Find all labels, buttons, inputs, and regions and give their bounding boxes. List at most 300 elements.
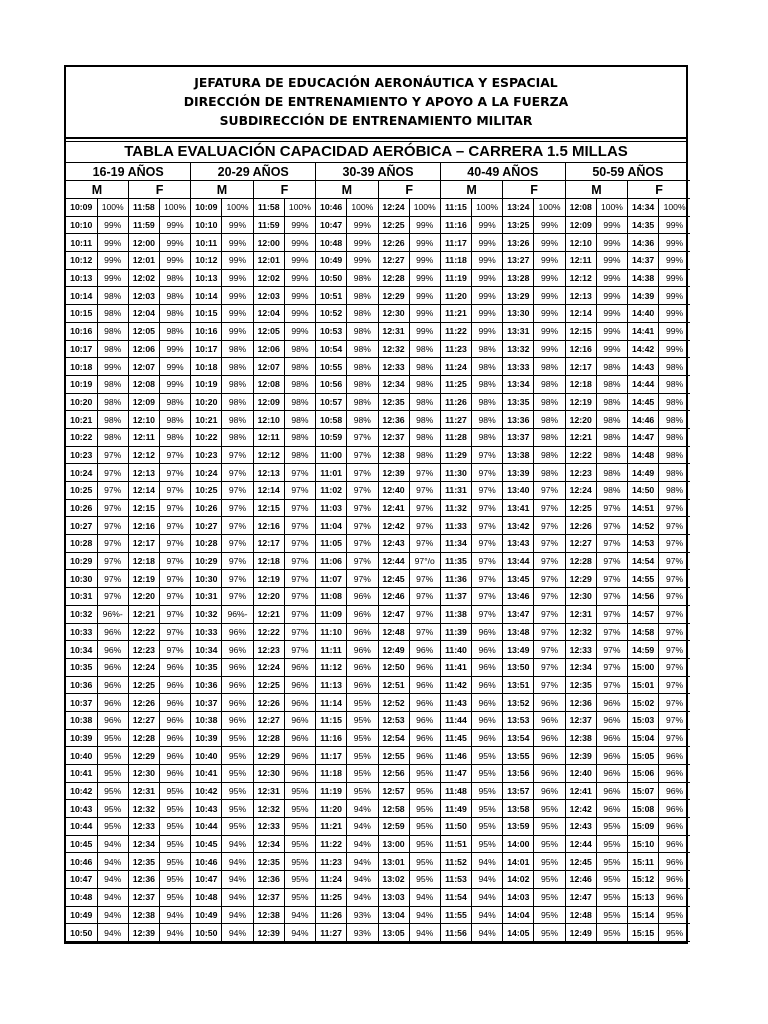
time-cell: 12:37 <box>253 888 284 906</box>
percent-cell: 94% <box>159 906 190 924</box>
time-cell: 10:14 <box>191 287 222 305</box>
percent-cell: 97% <box>159 588 190 606</box>
percent-cell: 94% <box>409 906 440 924</box>
percent-cell: 97% <box>97 499 128 517</box>
percent-cell: 96% <box>534 711 565 729</box>
percent-cell: 95% <box>222 747 253 765</box>
percent-cell: 96% <box>97 623 128 641</box>
percent-cell: 98% <box>222 358 253 376</box>
time-cell: 12:39 <box>565 747 596 765</box>
table-row <box>66 234 690 252</box>
time-cell: 10:32 <box>191 605 222 623</box>
percent-cell: 98% <box>596 428 627 446</box>
time-cell: 12:38 <box>565 729 596 747</box>
percent-cell: 96% <box>159 747 190 765</box>
percent-cell: 93% <box>347 924 378 942</box>
percent-cell: 99% <box>596 340 627 358</box>
time-cell: 11:13 <box>316 676 347 694</box>
time-cell: 11:16 <box>440 216 471 234</box>
time-cell: 13:44 <box>503 552 534 570</box>
time-cell: 10:20 <box>191 393 222 411</box>
time-cell: 10:29 <box>66 552 97 570</box>
percent-cell: 96%- <box>97 605 128 623</box>
sex-header-male: M <box>316 181 378 199</box>
percent-cell: 97% <box>409 464 440 482</box>
time-cell: 12:35 <box>565 676 596 694</box>
time-cell: 12:49 <box>378 641 409 659</box>
percent-cell: 98% <box>97 393 128 411</box>
percent-cell: 96% <box>347 641 378 659</box>
time-cell: 10:43 <box>191 800 222 818</box>
percent-cell: 100% <box>347 199 378 217</box>
time-cell: 12:13 <box>128 464 159 482</box>
time-cell: 12:30 <box>378 305 409 323</box>
percent-cell: 93% <box>347 906 378 924</box>
percent-cell: 98% <box>347 375 378 393</box>
percent-cell: 95% <box>222 729 253 747</box>
time-cell: 12:25 <box>565 499 596 517</box>
percent-cell: 99% <box>471 287 502 305</box>
time-cell: 11:03 <box>316 499 347 517</box>
percent-cell: 97% <box>471 517 502 535</box>
time-cell: 13:29 <box>503 287 534 305</box>
time-cell: 12:38 <box>378 446 409 464</box>
time-cell: 10:28 <box>191 535 222 553</box>
time-cell: 11:25 <box>440 375 471 393</box>
time-cell: 10:15 <box>66 305 97 323</box>
table-row <box>66 871 690 889</box>
percent-cell: 97% <box>159 570 190 588</box>
percent-cell: 99% <box>222 234 253 252</box>
percent-cell: 99% <box>471 305 502 323</box>
time-cell: 14:58 <box>628 623 659 641</box>
percent-cell: 99% <box>97 234 128 252</box>
time-cell: 14:42 <box>628 340 659 358</box>
percent-cell: 96% <box>409 729 440 747</box>
percent-cell: 98% <box>471 393 502 411</box>
percent-cell: 99% <box>409 216 440 234</box>
time-cell: 10:23 <box>66 446 97 464</box>
time-cell: 13:55 <box>503 747 534 765</box>
percent-cell: 96% <box>222 658 253 676</box>
percent-cell: 97% <box>596 605 627 623</box>
percent-cell: 94% <box>97 835 128 853</box>
time-cell: 12:26 <box>565 517 596 535</box>
time-cell: 12:39 <box>378 464 409 482</box>
time-cell: 10:39 <box>66 729 97 747</box>
time-cell: 11:18 <box>316 765 347 783</box>
time-cell: 10:22 <box>66 428 97 446</box>
percent-cell: 96% <box>347 658 378 676</box>
percent-cell: 99% <box>284 234 315 252</box>
time-cell: 10:18 <box>191 358 222 376</box>
time-cell: 14:50 <box>628 482 659 500</box>
time-cell: 10:18 <box>66 358 97 376</box>
percent-cell: 96% <box>596 800 627 818</box>
time-cell: 12:13 <box>253 464 284 482</box>
percent-cell: 97% <box>659 729 690 747</box>
time-cell: 12:30 <box>253 765 284 783</box>
percent-cell: 97% <box>659 641 690 659</box>
table-row <box>66 446 690 464</box>
percent-cell: 97% <box>284 482 315 500</box>
time-cell: 13:04 <box>378 906 409 924</box>
time-cell: 10:29 <box>191 552 222 570</box>
time-cell: 10:52 <box>316 305 347 323</box>
percent-cell: 98% <box>347 340 378 358</box>
percent-cell: 95% <box>347 711 378 729</box>
percent-cell: 99% <box>284 216 315 234</box>
percent-cell: 94% <box>222 835 253 853</box>
time-cell: 12:23 <box>565 464 596 482</box>
time-cell: 12:19 <box>253 570 284 588</box>
percent-cell: 95% <box>284 853 315 871</box>
percent-cell: 96% <box>471 694 502 712</box>
percent-cell: 97% <box>471 535 502 553</box>
time-cell: 10:34 <box>66 641 97 659</box>
percent-cell: 97% <box>596 535 627 553</box>
percent-cell: 99% <box>159 234 190 252</box>
time-cell: 12:32 <box>378 340 409 358</box>
results-table <box>66 163 690 942</box>
time-cell: 12:09 <box>565 216 596 234</box>
time-cell: 14:46 <box>628 411 659 429</box>
percent-cell: 94% <box>471 853 502 871</box>
percent-cell: 96% <box>409 676 440 694</box>
percent-cell: 99% <box>596 252 627 270</box>
percent-cell: 98% <box>347 322 378 340</box>
time-cell: 15:15 <box>628 924 659 942</box>
percent-cell: 96% <box>596 729 627 747</box>
time-cell: 12:25 <box>253 676 284 694</box>
percent-cell: 99% <box>347 234 378 252</box>
time-cell: 13:51 <box>503 676 534 694</box>
time-cell: 10:48 <box>316 234 347 252</box>
time-cell: 14:38 <box>628 269 659 287</box>
time-cell: 12:52 <box>378 694 409 712</box>
percent-cell: 94% <box>471 871 502 889</box>
percent-cell: 98% <box>222 393 253 411</box>
time-cell: 12:24 <box>253 658 284 676</box>
time-cell: 11:42 <box>440 676 471 694</box>
percent-cell: 99% <box>159 252 190 270</box>
percent-cell: 97% <box>222 552 253 570</box>
time-cell: 10:37 <box>66 694 97 712</box>
time-cell: 13:24 <box>503 199 534 217</box>
time-cell: 13:34 <box>503 375 534 393</box>
time-cell: 11:27 <box>440 411 471 429</box>
percent-cell: 99% <box>596 216 627 234</box>
percent-cell: 95% <box>284 818 315 836</box>
time-cell: 12:28 <box>378 269 409 287</box>
percent-cell: 95% <box>159 800 190 818</box>
time-cell: 12:08 <box>253 375 284 393</box>
time-cell: 12:35 <box>128 853 159 871</box>
percent-cell: 97% <box>596 570 627 588</box>
percent-cell: 98% <box>222 428 253 446</box>
percent-cell: 98% <box>409 358 440 376</box>
time-cell: 10:50 <box>191 924 222 942</box>
age-group-header: 40-49 AÑOS <box>440 163 565 181</box>
time-cell: 11:58 <box>253 199 284 217</box>
percent-cell: 98% <box>347 287 378 305</box>
percent-cell: 97% <box>347 428 378 446</box>
percent-cell: 97% <box>284 535 315 553</box>
percent-cell: 97% <box>471 588 502 606</box>
time-cell: 10:33 <box>191 623 222 641</box>
time-cell: 12:11 <box>253 428 284 446</box>
time-cell: 11:27 <box>316 924 347 942</box>
percent-cell: 95% <box>97 729 128 747</box>
percent-cell: 97% <box>409 570 440 588</box>
time-cell: 11:33 <box>440 517 471 535</box>
time-cell: 11:29 <box>440 446 471 464</box>
percent-cell: 97% <box>97 482 128 500</box>
time-cell: 12:01 <box>253 252 284 270</box>
percent-cell: 97% <box>284 605 315 623</box>
percent-cell: 100% <box>409 199 440 217</box>
time-cell: 10:47 <box>316 216 347 234</box>
time-cell: 12:33 <box>565 641 596 659</box>
table-row <box>66 711 690 729</box>
time-cell: 12:05 <box>253 322 284 340</box>
percent-cell: 95% <box>534 924 565 942</box>
time-cell: 11:16 <box>316 729 347 747</box>
percent-cell: 97% <box>659 623 690 641</box>
time-cell: 12:23 <box>128 641 159 659</box>
percent-cell: 96% <box>471 711 502 729</box>
percent-cell: 98% <box>284 375 315 393</box>
time-cell: 10:09 <box>66 199 97 217</box>
time-cell: 12:14 <box>565 305 596 323</box>
time-cell: 11:50 <box>440 818 471 836</box>
time-cell: 13:31 <box>503 322 534 340</box>
percent-cell: 97% <box>471 552 502 570</box>
time-cell: 11:14 <box>316 694 347 712</box>
time-cell: 14:40 <box>628 305 659 323</box>
time-cell: 11:51 <box>440 835 471 853</box>
time-cell: 10:32 <box>66 605 97 623</box>
percent-cell: 99% <box>222 287 253 305</box>
percent-cell: 97% <box>596 676 627 694</box>
age-group-header: 50-59 AÑOS <box>565 163 690 181</box>
time-cell: 12:36 <box>378 411 409 429</box>
percent-cell: 94% <box>471 888 502 906</box>
time-cell: 12:08 <box>565 199 596 217</box>
percent-cell: 99% <box>159 340 190 358</box>
percent-cell: 96% <box>659 747 690 765</box>
time-cell: 12:23 <box>253 641 284 659</box>
time-cell: 12:04 <box>128 305 159 323</box>
percent-cell: 96% <box>534 694 565 712</box>
percent-cell: 95% <box>222 782 253 800</box>
sex-header-male: M <box>565 181 627 199</box>
percent-cell: 97% <box>347 535 378 553</box>
percent-cell: 96% <box>284 765 315 783</box>
percent-cell: 98% <box>97 411 128 429</box>
time-cell: 13:37 <box>503 428 534 446</box>
percent-cell: 98% <box>409 393 440 411</box>
time-cell: 12:05 <box>128 322 159 340</box>
time-cell: 12:27 <box>128 711 159 729</box>
time-cell: 15:03 <box>628 711 659 729</box>
percent-cell: 97% <box>659 588 690 606</box>
time-cell: 11:02 <box>316 482 347 500</box>
percent-cell: 97% <box>284 570 315 588</box>
time-cell: 11:53 <box>440 871 471 889</box>
time-cell: 11:19 <box>316 782 347 800</box>
percent-cell: 95% <box>347 694 378 712</box>
time-cell: 12:39 <box>253 924 284 942</box>
percent-cell: 95% <box>284 800 315 818</box>
table-row <box>66 199 690 217</box>
time-cell: 10:42 <box>66 782 97 800</box>
percent-cell: 97% <box>347 570 378 588</box>
time-cell: 10:20 <box>66 393 97 411</box>
percent-cell: 95% <box>284 871 315 889</box>
table-row <box>66 517 690 535</box>
percent-cell: 96% <box>409 641 440 659</box>
time-cell: 12:30 <box>128 765 159 783</box>
percent-cell: 96% <box>284 711 315 729</box>
time-cell: 13:30 <box>503 305 534 323</box>
percent-cell: 95% <box>659 906 690 924</box>
time-cell: 12:19 <box>128 570 159 588</box>
percent-cell: 95% <box>596 871 627 889</box>
time-cell: 12:48 <box>378 623 409 641</box>
percent-cell: 99% <box>534 269 565 287</box>
percent-cell: 100% <box>159 199 190 217</box>
time-cell: 13:36 <box>503 411 534 429</box>
percent-cell: 99% <box>659 234 690 252</box>
percent-cell: 97% <box>222 570 253 588</box>
time-cell: 10:22 <box>191 428 222 446</box>
time-cell: 13:35 <box>503 393 534 411</box>
percent-cell: 98% <box>284 358 315 376</box>
percent-cell: 96% <box>471 623 502 641</box>
percent-cell: 98% <box>596 446 627 464</box>
percent-cell: 98% <box>659 446 690 464</box>
percent-cell: 99% <box>596 287 627 305</box>
percent-cell: 96% <box>596 747 627 765</box>
time-cell: 12:38 <box>128 906 159 924</box>
percent-cell: 98% <box>284 446 315 464</box>
percent-cell: 94% <box>284 906 315 924</box>
percent-cell: 95% <box>534 853 565 871</box>
time-cell: 12:06 <box>128 340 159 358</box>
percent-cell: 98% <box>409 446 440 464</box>
time-cell: 10:48 <box>66 888 97 906</box>
percent-cell: 97% <box>659 658 690 676</box>
time-cell: 12:38 <box>253 906 284 924</box>
percent-cell: 97% <box>534 658 565 676</box>
percent-cell: 99% <box>659 287 690 305</box>
time-cell: 10:36 <box>66 676 97 694</box>
percent-cell: 94% <box>97 906 128 924</box>
percent-cell: 98% <box>222 411 253 429</box>
time-cell: 12:13 <box>565 287 596 305</box>
time-cell: 14:05 <box>503 924 534 942</box>
percent-cell: 98% <box>347 411 378 429</box>
percent-cell: 94% <box>347 871 378 889</box>
time-cell: 12:28 <box>565 552 596 570</box>
time-cell: 10:27 <box>191 517 222 535</box>
percent-cell: 95% <box>347 782 378 800</box>
time-cell: 14:55 <box>628 570 659 588</box>
percent-cell: 96% <box>596 782 627 800</box>
percent-cell: 99% <box>97 216 128 234</box>
percent-cell: 99% <box>534 252 565 270</box>
time-cell: 10:35 <box>66 658 97 676</box>
time-cell: 12:42 <box>378 517 409 535</box>
percent-cell: 95% <box>159 888 190 906</box>
time-cell: 12:40 <box>378 482 409 500</box>
time-cell: 10:56 <box>316 375 347 393</box>
percent-cell: 97% <box>659 694 690 712</box>
percent-cell: 99% <box>659 322 690 340</box>
percent-cell: 96% <box>534 782 565 800</box>
percent-cell: 97% <box>534 676 565 694</box>
percent-cell: 98% <box>534 375 565 393</box>
percent-cell: 94% <box>347 835 378 853</box>
percent-cell: 98% <box>97 305 128 323</box>
percent-cell: 95% <box>159 835 190 853</box>
percent-cell: 95% <box>409 765 440 783</box>
percent-cell: 97% <box>159 641 190 659</box>
time-cell: 13:28 <box>503 269 534 287</box>
percent-cell: 95% <box>534 906 565 924</box>
percent-cell: 98% <box>596 375 627 393</box>
time-cell: 11:00 <box>316 446 347 464</box>
percent-cell: 97% <box>409 588 440 606</box>
percent-cell: 99% <box>534 234 565 252</box>
time-cell: 15:14 <box>628 906 659 924</box>
percent-cell: 97% <box>596 641 627 659</box>
time-cell: 10:48 <box>191 888 222 906</box>
percent-cell: 94% <box>347 853 378 871</box>
percent-cell: 98% <box>409 375 440 393</box>
time-cell: 12:22 <box>565 446 596 464</box>
time-cell: 12:53 <box>378 711 409 729</box>
percent-cell: 97% <box>534 535 565 553</box>
percent-cell: 96% <box>222 623 253 641</box>
percent-cell: 99% <box>284 252 315 270</box>
time-cell: 13:56 <box>503 765 534 783</box>
table-row <box>66 570 690 588</box>
percent-cell: 99% <box>596 322 627 340</box>
time-cell: 13:41 <box>503 499 534 517</box>
time-cell: 10:16 <box>191 322 222 340</box>
time-cell: 14:37 <box>628 252 659 270</box>
percent-cell: 99% <box>159 216 190 234</box>
time-cell: 12:22 <box>253 623 284 641</box>
time-cell: 14:51 <box>628 499 659 517</box>
percent-cell: 98% <box>97 287 128 305</box>
time-cell: 11:05 <box>316 535 347 553</box>
percent-cell: 97% <box>659 499 690 517</box>
percent-cell: 99% <box>284 322 315 340</box>
time-cell: 11:45 <box>440 729 471 747</box>
table-row <box>66 924 690 942</box>
percent-cell: 99% <box>409 234 440 252</box>
percent-cell: 96% <box>659 782 690 800</box>
percent-cell: 97% <box>97 552 128 570</box>
time-cell: 11:37 <box>440 588 471 606</box>
percent-cell: 97% <box>659 552 690 570</box>
table-row <box>66 835 690 853</box>
time-cell: 12:55 <box>378 747 409 765</box>
percent-cell: 98% <box>347 305 378 323</box>
